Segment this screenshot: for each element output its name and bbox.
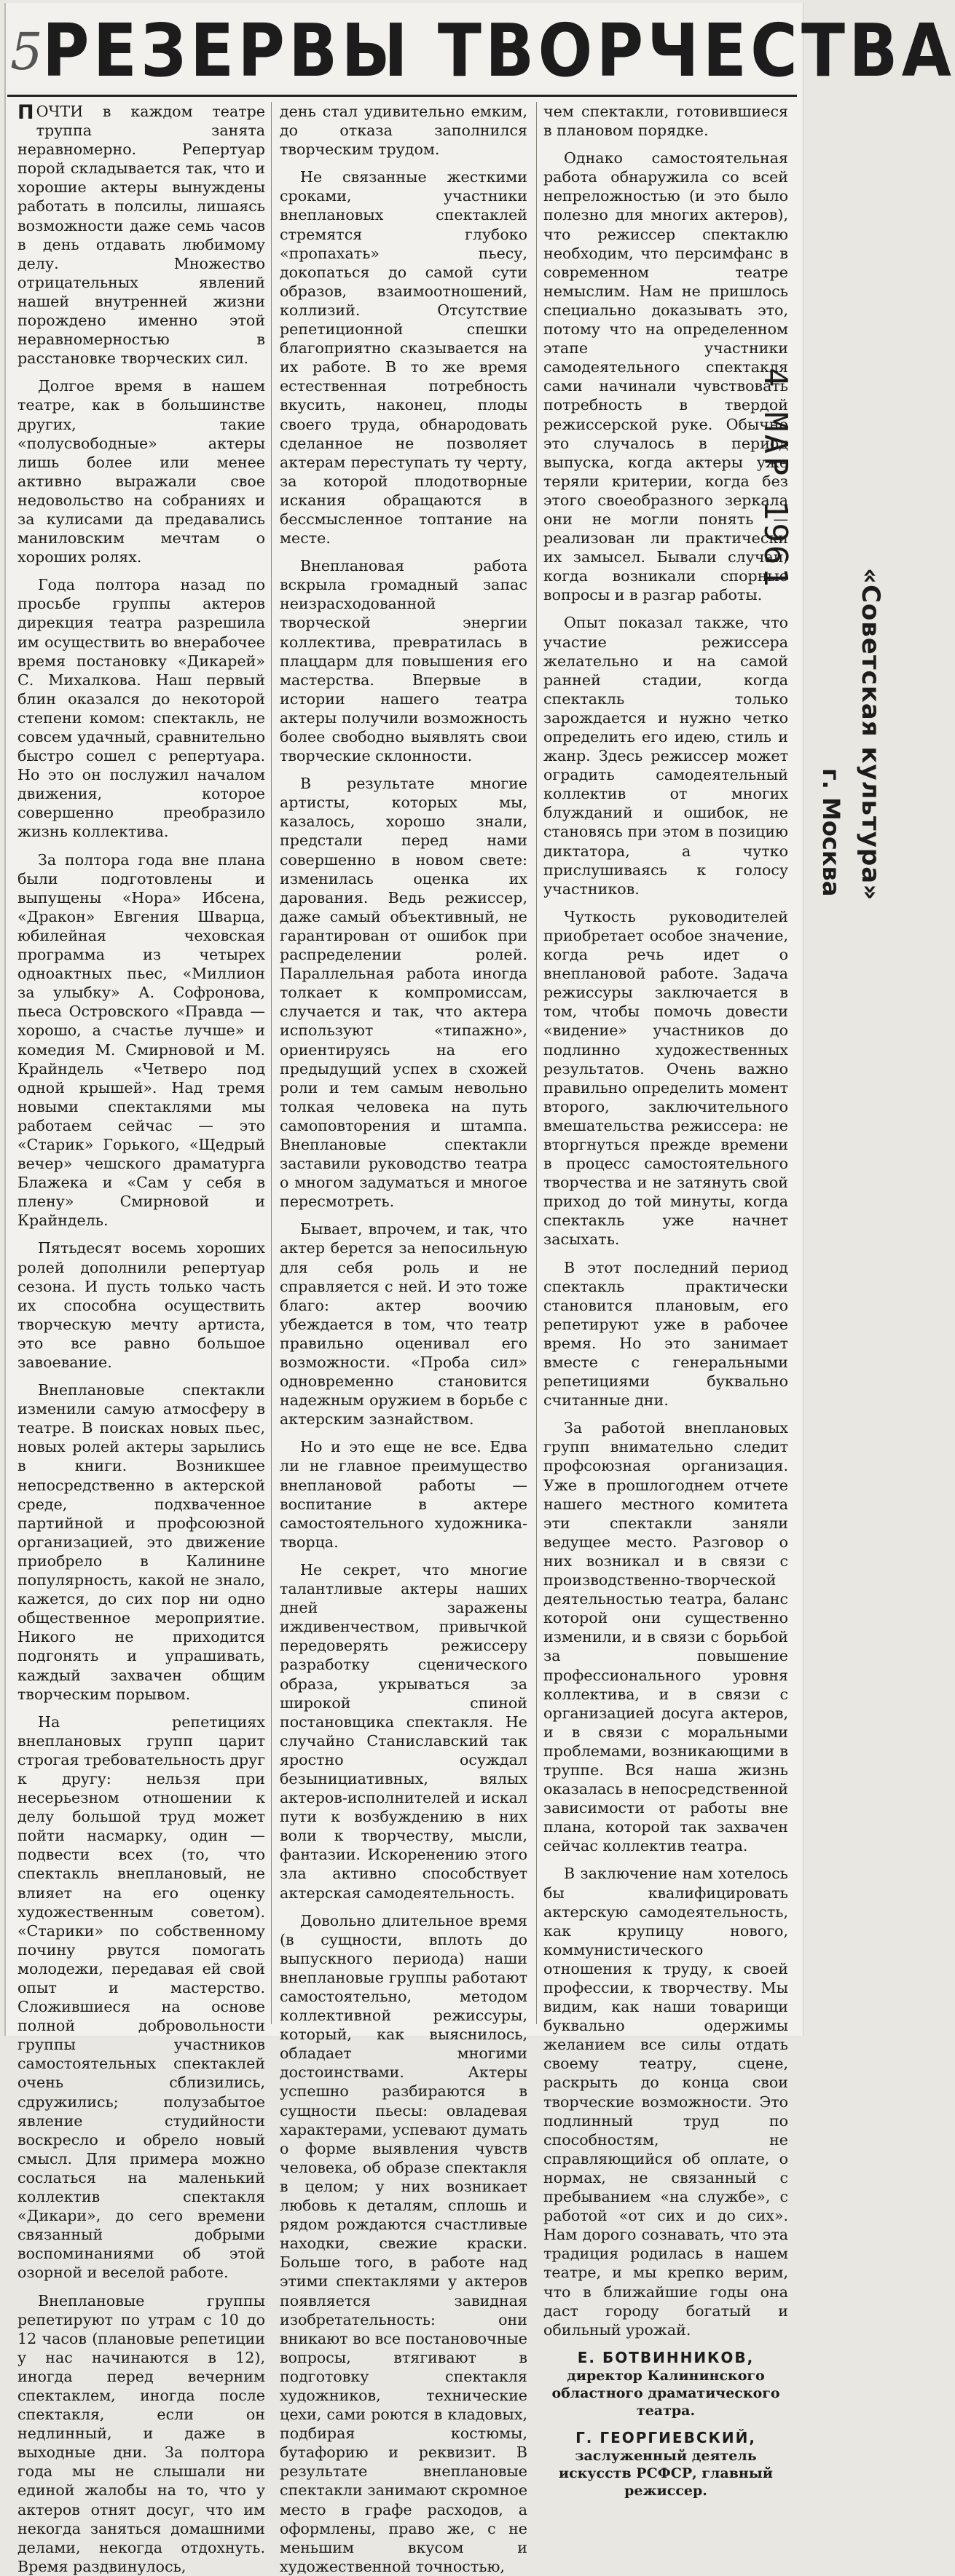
signature-block	[543, 2348, 788, 2500]
paragraph: В результате многие артисты, которых мы, казалось, хорошо знали, предстали перед нами совершенно в новом свете: изменилась оценка их дарования. Ведь режиссер, даже самый объективный, не гарантирован от ошибок при распределении ролей. Параллельная работа иногда толкает к компромиссам, случается и так, что актера используют «типажно», ориентируясь на его предыдущий успех в схожей роли и тем самым невольно толкая человека на путь самоповторения и штампа. Внеплановые спектакли заставили руководство театра о многом задуматься и многое пересмотреть.	[280, 775, 527, 1211]
paragraph: Пятьдесят восемь хороших ролей дополнили репертуар сезона. И пусть только часть их способна осуществить творческую мечту артиста, это все равно большое завоевание.	[17, 1239, 265, 1371]
article-headline: РЕЗЕРВЫ ТВОРЧЕСТВА	[42, 8, 955, 93]
paragraph: чем спектакли, готовившиеся в плановом порядке.	[543, 103, 788, 140]
paragraph: Не связанные жесткими сроками, участники внеплановых спектаклей стремятся глубоко «пропахать» пьесу, докопаться до самой сути образов, взаимоотношений, коллизий. Отсутствие репетиционной спешки благоприятно сказывается на их работе. В то же время естественная потребность вкусить, наконец, плоды своего труда, обнародовать сделанное не позволяет актерам переступать ту черту, за которой плодотворные искания обращаются в бессмысленное топтание на месте.	[280, 168, 527, 548]
paragraph: Чуткость руководителей приобретает особое значение, когда речь идет о внеплановой работе. Задача режиссуры заключается в том, чтобы помочь довести «видение» участников до подлинно художественных результатов. Очень важно правильно определить момент второго, заключительного вмешательства режиссера: не вторгнуться прежде времени в процесс самостоятельного творчества и не затянуть свой приход до той минуты, когда спектакль уже начнет засыхать.	[543, 907, 788, 1249]
masthead	[7, 7, 955, 97]
paragraph: Долгое время в нашем театре, как в большинстве других, такие «полусвободные» актеры лишь более или менее активно выражали свое недовольство на собраниях и за кулисами да предавались маниловским мечтам о хороших ролях.	[17, 377, 265, 566]
paragraph: П ОЧТИ в каждом театре труппа занята неравномерно. Репертуар порой складывается так, что и хорошие актеры вынуждены работать в полсилы, лишаясь возможности даже семь часов в день отдавать любимому делу. Множество отрицательных явлений нашей внутренней жизни порождено именно этой неравномерностью в расстановке творческих сил.	[17, 101, 265, 368]
article-column-1	[17, 101, 265, 2575]
paragraph: На репетициях внеплановых групп царит строгая требовательность друг к другу: нельзя при несерьезном отношении к делу большой труд может пойти насмарку, один — подвести всех (то, что спектакль внеплановый, не влияет на его оценку художественным советом). «Старики» по собственному почину рвутся помогать молодежи, передавая ей свой опыт и мастерство. Сложившиеся на основе полной добровольности группы участников самостоятельных спектаклей очень сблизились, сдружились; полузабытое явление студийности воскресло и обрело новый смысл. Для примера можно сослаться на маленький коллектив спектакля «Дикари», до сего времени связанный добрыми воспоминаниями об этой озорной и веселой работе.	[17, 1712, 265, 2282]
paragraph: Однако самостоятельная работа обнаружила со всей непреложностью (и это было полезно для многих актеров), что режиссер спектаклю необходим, что персимфанс в современном театре немыслим. Нам не пришлось специально доказывать это, потому что на определенном этапе участники самодеятельного спектакля сами начинали чувствовать потребность в твердой режиссерской руке. Обычно это случалось в период выпуска, когда актеры уже теряли критерии, когда без этого своеобразного зеркала они не могли понять — реализован ли практически их замысел. Бывали случаи, когда возникали спорные вопросы и в разгар работы.	[543, 149, 788, 604]
paragraph: Внеплановая работа вскрыла громадный запас неизрасходованной творческой энергии коллектива, превратилась в плацдарм для повышения его мастерства. Впервые в истории нашего театра актеры получили возможность более свободно выявлять свои творческие склонности.	[280, 557, 527, 765]
city-stamp: г. Москва	[817, 768, 845, 897]
paragraph: Опыт показал также, что участие режиссера желательно и на самой ранней стадии, когда спектакль только зарождается и нужно четко определить его идею, стиль и жанр. Здесь режиссер может оградить самодеятельный коллектив от многих блужданий и ошибок, не становясь при этом в позицию диктатора, а чутко прислушиваясь к голосу участников.	[543, 614, 788, 898]
paragraph: Но и это еще не все. Едва ли не главное преимущество внеплановой работы — воспитание в актере самостоятельного художника-творца.	[280, 1438, 527, 1551]
paragraph: За полтора года вне плана были подготовлены и выпущены «Нора» Ибсена, «Дракон» Евгения Шварца, юбилейная чеховская программа из четырех одноактных пьес, «Миллион за улыбку» А. Софронова, пьеса Островского «Правда — хорошо, а счастье лучше» и комедия М. Смирновой и М. Крайндель «Четверо под одной крышей». Над тремя новыми спектаклями мы работаем сейчас — это «Старик» Горького, «Щедрый вечер» чешского драматурга Блажека и «Сам у себя в плену» Смирновой и Крайндель.	[17, 850, 265, 1230]
article-column-3	[543, 102, 788, 2499]
article-column-2	[280, 102, 527, 2575]
paragraph: день стал удивительно емким, до отказа заполнился творческим трудом.	[280, 103, 527, 159]
paragraph: В заключение нам хотелось бы квалифицировать актерскую самодеятельность, как крупицу нового, коммунистического отношения к труду, к своей профессии, к творчеству. Мы видим, как наши товарищи буквально одержимы желанием все силы отдать своему театру, сцене, раскрыть до конца свои творческие возможности. Это подлинный труд по способностям, не справляющийся об оплате, о нормах, не связанный с пребыванием «на службе», с работой «от сих и до сих». Нам дорого сознавать, что эта традиция родилась в нашем театре, и мы крепко верим, что в ближайшие годы она даст городу богатый и обильный урожай.	[543, 1865, 788, 2339]
paragraph: Довольно длительное время (в сущности, вплоть до выпускного периода) наши внеплановые группы работают самостоятельно, методом коллективной режиссуры, который, как выяснилось, обладает многими достоинствами. Актеры успешно разбираются в сущности пьесы: овладевая характерами, успевают думать о форме выявления чувств человека, об образе спектакля в целом; у них возникает любовь к деталям, сплошь и рядом рождаются счастливые находки, свежие краски. Больше того, в работе над этими спектаклями у актеров появляется завидная изобретательность: они вникают во все постановочные вопросы, втягивают в подготовку спектакля художников, технические цехи, сами роются в кладовых, подбирая костюмы, бутафорию и реквизит. В результате внеплановые спектакли занимают скромное место в графе расходов, а оформлены, право же, с не меньшим вкусом и художественной точностью,	[280, 1911, 527, 2575]
author-name: Е. БОТВИННИКОВ,	[577, 2348, 755, 2366]
column-rule	[271, 102, 272, 2024]
paragraph: Не секрет, что многие талантливые актеры наших дней заражены иждивенчеством, привычкой передоверять режиссеру разработку сценического образа, укрываться за широкой спиной постановщика спектакля. Не случайно Станиславский так яростно осуждал безынициативных, вялых актеров-исполнителей и искал пути к возбуждению в них воли к творчеству, мысли, фантазии. Искоренению этого зла активно способствует актерская самодеятельность.	[280, 1560, 527, 1902]
column-rule	[536, 102, 537, 2024]
author-role: заслуженный деятель искусств РСФСР, главный режиссер.	[559, 2447, 773, 2499]
paragraph: Внеплановые группы репетируют по утрам с 10 до 12 часов (плановые репетиции у нас начинаются в 12), иногда перед вечерним спектаклем, иногда после спектакля, если он недлинный, и даже в выходные дни. За полтора года мы не слышали ни единой жалобы на то, что у актеров отнят досуг, что им некогда заняться домашними делами, некогда отдохнуть. Время раздвинулось,	[17, 2291, 265, 2575]
paragraph: Года полтора назад по просьбе группы актеров дирекция театра разрешила им осуществить во внерабочее время постановку «Дикарей» С. Михалкова. Наш первый блин оказался до некоторой степени комом: спектакль, не совсем удачный, сравнительно быстро сошел с репертуара. Но это он послужил началом движения, которое совершенно преобразило жизнь коллектива.	[17, 576, 265, 841]
margin-mark: 5	[10, 22, 43, 82]
paragraph: Бывает, впрочем, и так, что актер берется за непосильную для себя роль и не справляется с ней. И это тоже благо: актер воочию убеждается в том, что театр правильно оценивал его возможности. «Проба сил» одновременно становится надежным оружием в борьбе с актерским зазнайством.	[280, 1220, 527, 1429]
drop-cap: П	[17, 101, 34, 124]
date-stamp: 4 МАР 1961	[757, 368, 794, 590]
paragraph: За работой внеплановых групп внимательно следит профсоюзная организация. Уже в прошлогоднем отчете нашего местного комитета эти спектакли заняли ведущее место. Разговор о них возникал и в связи с производственно-творческой деятельностью театра, баланс которой они существенно изменили, и в связи с борьбой за повышение профессионального уровня коллектива, и в связи с организацией досуга актеров, и в связи с моральными проблемами, возникающими в труппе. Вся наша жизнь оказалась в непосредственной зависимости от работы вне плана, которой так захвачен сейчас коллектив театра.	[543, 1419, 788, 1855]
author-role: директор Калининского областного драматического театра.	[551, 2367, 780, 2419]
newspaper-name-stamp: «Советская культура»	[856, 568, 885, 901]
paragraph: В этот последний период спектакль практически становится плановым, его репетируют уже в рабочее время. Но это занимает вместе с генеральными репетициями буквально считанные дни.	[543, 1258, 788, 1410]
paragraph: Внеплановые спектакли изменили самую атмосферу в театре. В поисках новых пьес, новых ролей актеры зарылись в книги. Возникшее непосредственно в актерской среде, подхваченное партийной и профсоюзной организацией, это движение приобрело в Калинине популярность, какой не знало, кажется, до сих пор ни одно общественное мероприятие. Никого не приходится подгонять и упрашивать, каждый захвачен общим творческим порывом.	[17, 1381, 265, 1703]
author-name: Г. ГЕОРГИЕВСКИЙ,	[575, 2428, 756, 2446]
